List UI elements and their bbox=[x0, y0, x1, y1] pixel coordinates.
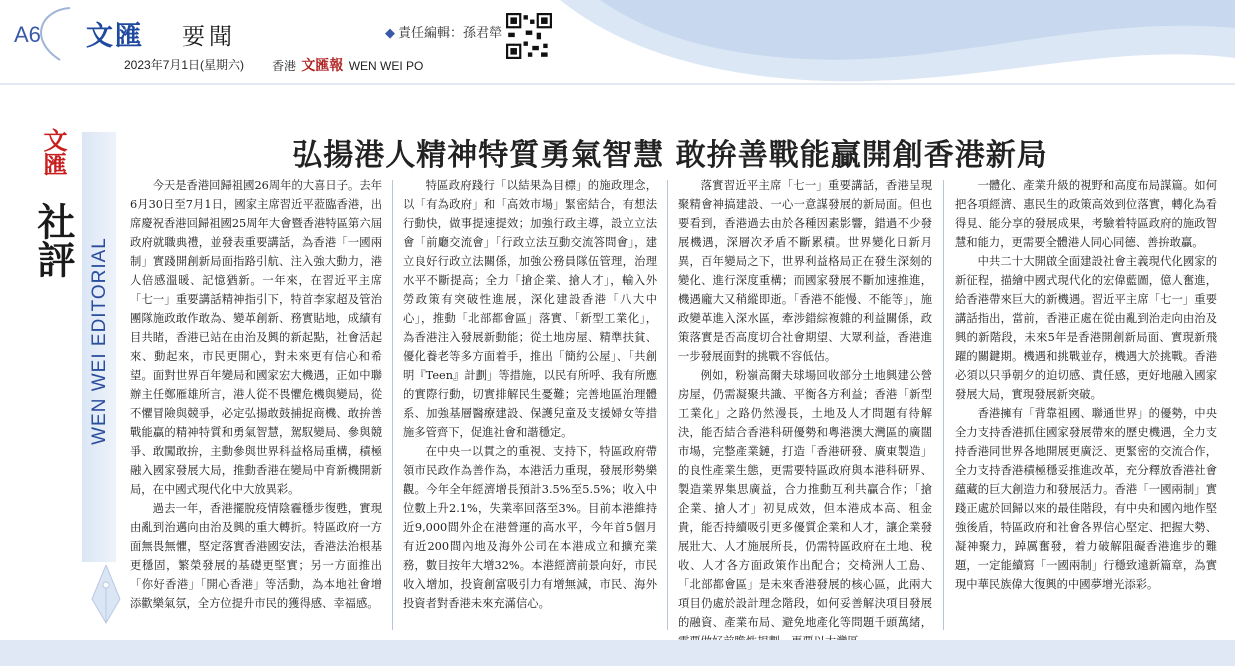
sidebar-logo-text: 文匯 bbox=[39, 128, 67, 176]
issue-date: 2023年7月1日(星期六) bbox=[124, 58, 245, 72]
column-divider bbox=[392, 180, 393, 630]
paragraph: 過去一年，香港擺脫疫情陰霾穩步復甦，實現由亂到治邁向由治及興的重大轉折。特區政府一方面無畏無懼，堅定落實香港國安法，香港法治根基更穩固，繁榮發展的基礎更堅實；另一方面推出「你好香港」「開心香港」等活動，為本地社會增添歡樂氣氛，全方位提升市民的獲得感、幸福感。 bbox=[130, 502, 382, 610]
qr-code-icon[interactable] bbox=[506, 13, 552, 59]
sidebar-english-title bbox=[90, 150, 110, 540]
paragraph: 特區政府踐行「以結果為目標」的施政理念，以「有為政府」和「高效市場」緊密結合，有想法行動快，做事提速提效；加強行政主導，設立立法會「前廳交流會」「行政立法互動交流答問會」，建立良好行政立法關係，加強公務員隊伍管理，治理水平不斷提高；全力「搶企業、搶人才」，輸入外勞政策有突破性進展，深化建設香港「八大中心」，推動「北部都會區」落實、「新型工業化」，為香港注入發展新動能；從土地房屋、精準扶貧、優化養老等多方面着手，推出「簡約公屋」、「共創明『Teen』計劃」等措施，以民有所呼、我有所應的實際行動，切實排解民生憂難；完善地區治理體系、加強基層醫療建設、保護兒童及支援婦女等措施多管齊下，促進社會和諧穩定。 bbox=[403, 179, 657, 439]
editor-credit bbox=[385, 22, 502, 41]
paragraph: 在中央一以貫之的重視、支持下，特區政府帶領市民政作為善作為，本港活力重現，發展形勢樂觀。今年全年經濟增長預計3.5%至5.5%；收入中位數上升2.1%，失業率回落至3%。目前本港維持近9,000間外企在港營運的高水平，今年首5個月有近200間內地及海外公司在本港成立和擴充業務，數目按年大增32%。本港經濟前景向好，市民收入增加，投資創富吸引力有增無減，市民、海外投資者對香港未來充滿信心。 bbox=[403, 445, 657, 610]
sidebar-title bbox=[30, 202, 76, 278]
pen-nib-decoration bbox=[86, 565, 126, 625]
sidebar-logo bbox=[30, 128, 76, 176]
sidebar-english-text: WEN WEI EDITORIAL bbox=[89, 237, 110, 445]
paper-prefix: 香港 bbox=[272, 59, 297, 73]
section-title: 要聞 bbox=[182, 24, 236, 50]
brand-name: 文匯 bbox=[86, 21, 144, 52]
masthead bbox=[0, 0, 1235, 112]
article-column-4 bbox=[955, 176, 1217, 594]
paper-english-name: WEN WEI PO bbox=[348, 59, 424, 73]
paragraph: 香港擁有「背靠祖國、聯通世界」的優勢，中央全力支持香港抓住國家發展帶來的歷史機遇，全力支持香港同世界各地開展更廣泛、更緊密的交流合作，全力支持香港積極穩妥推進改革，充分釋放香港社會蘊藏的巨大創造力和發展活力。香港「一國兩制」實踐正處於回歸以來的最佳階段，有中央和國內地作堅強後盾，特區政府和社會各界信心堅定、把握大勢、凝神聚力，踔厲奮發，着力破解阻礙香港進步的難題，一定能續寫「一國兩制」行穩致遠新篇章，為實現中華民族偉大復興的中國夢增光添彩。 bbox=[955, 407, 1217, 591]
paper-logo: 文匯報 bbox=[301, 58, 344, 74]
sidebar-title-text: 社評 bbox=[31, 202, 75, 278]
editor-label: 責任編輯：孫君犖 bbox=[398, 26, 503, 41]
article-column-1 bbox=[130, 176, 382, 613]
paragraph: 今天是香港回歸祖國26周年的大喜日子。去年6月30日至7月1日，國家主席習近平蒞臨香港，出席慶祝香港回歸祖國25周年大會暨香港特區第六屆政府就職典禮，並發表重要講話，為香港「一國兩制」實踐開創新局面指路引航、注入強大動力，港人倍感溫暖、記憶猶新。一年來，在習近平主席「七一」重要講話精神指引下，特首李家超及管治團隊施政敢作敢為、變革創新、務實貼地，成績有目共睹，香港已站在由治及興的新起點，社會活起來、動起來，市民更開心，對未來更有信心和希望。面對世界百年變局和國家宏大機遇，正如中聯辦主任鄭雁雄所言，港人從不畏懼危機與變局，從不懼冒險與競爭，必定弘揚敢鼓捕捉商機、敢拚善戰能贏的精神特質和勇氣智慧，駕馭變局、參與競爭、敢闖敢拚，主動參與世界科益格局重構，積極融入國家發展大局，推動香港在變局中育新機開新局，在中國式現代化中大放異彩。 bbox=[130, 179, 382, 496]
paragraph: 中共二十大開啟全面建設社會主義現代化國家的新征程，描繪中國式現代化的宏偉藍圖，億人奮進，給香港帶來巨大的新機遇。習近平主席「七一」重要講話指出，當前，香港正處在從由亂到治走向由治及興的新階段，未來5年是香港開創新局面、實現新飛躍的關鍵期。機遇和挑戰並存，機遇大於挑戰。香港必須以只爭朝夕的迫切感、責任感，更好地融入國家發展大局，實現發展新突破。 bbox=[955, 255, 1217, 401]
paragraph: 一體化、產業升級的視野和高度布局謀篇。如何把各項經濟、惠民生的政策高效到位落實，轉化為看得見、能分享的發展成果，考驗着特區政府的施政智慧和能力，更需要全體港人同心同德、善拚敢贏。 bbox=[955, 179, 1217, 249]
paragraph: 例如，粉嶺高爾夫球場回收部分土地興建公營房屋，仍需凝聚共識、平衡各方利益；香港「新型工業化」之路仍然漫長，土地及人才問題有待解決，能否結合香港科研優勢和粵港澳大灣區的廣闊市場，完整產業鏈，打造「香港研發、廣東製造」的良性產業生態，更需要特區政府與本港科研界、製造業界集思廣益，合力推動互利共贏合作；「搶企業、搶人才」初見成效，但本港成本高、租金貴，能否持續吸引更多優質企業和人才，讓企業發展壯大、人才施展所長，仍需特區政府在土地、稅收、人才各方面政策作出配合；交椅洲人工島、「北部都會區」是未來香港發展的核心區，此兩大項目仍處於設計理念階段，如何妥善解決項目發展的融資、產業布局、避免地產化等問題千頭萬緒， bbox=[678, 369, 932, 629]
editorial-headline: 弘揚港人精神特質勇氣智慧 敢拚善戰能贏開創香港新局 bbox=[292, 138, 1048, 173]
paper-name bbox=[272, 55, 423, 75]
page-number: A6 bbox=[14, 22, 41, 47]
column-divider bbox=[667, 180, 668, 630]
footer-band bbox=[0, 640, 1235, 666]
column-divider bbox=[943, 180, 944, 630]
paragraph: 落實習近平主席「七一」重要講話，香港呈現聚精會神搞建設、一心一意謀發展的新局面。但也要看到，香港過去由於各種因素影響，錯過不少發展機遇，深層次矛盾不斷累積。世界變化日新月異，百年變局之下，世界利益格局正在發生深刻的變化、進行深度重構；而國家發展不斷加速推進，機遇龐大又稍縱即逝。「香港不能慢、不能等」，施政變革進入深水區，牽涉錯綜複雜的利益關係，政策落實是否高度切合社會期望、大眾利益，香港進一步發展面對的挑戰不容低估。 bbox=[678, 179, 932, 363]
article-column-3 bbox=[678, 176, 932, 651]
article-column-2 bbox=[403, 176, 657, 613]
diamond-icon: ◆ bbox=[385, 26, 395, 41]
